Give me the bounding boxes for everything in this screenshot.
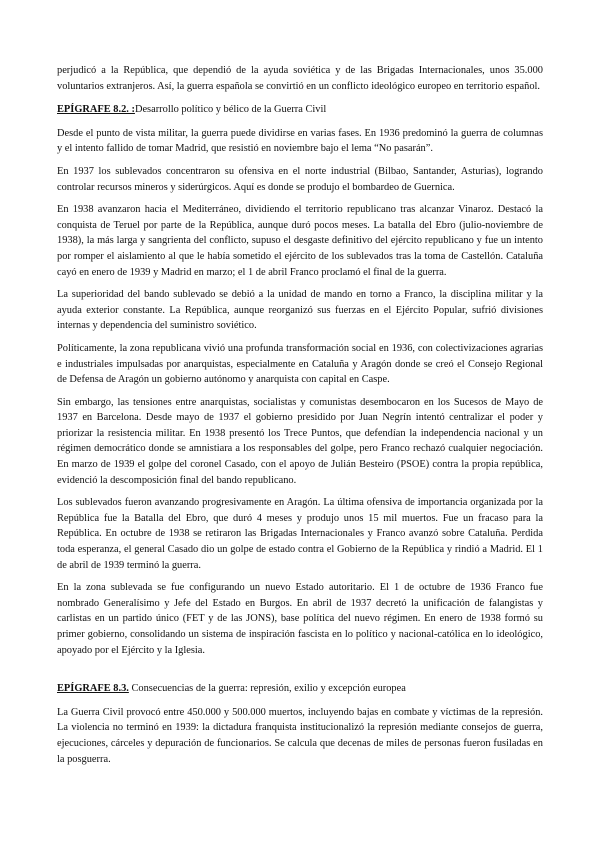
paragraph: En la zona sublevada se fue configurando un nuevo Estado autoritario. El 1 de octubre de 1936 Franco fue nombrado Generalísimo y Jefe del Estado en Burgos. En abril de 1937 decretó la unificación de falangistas y carlistas en un partido único (FET y de las JONS), base política del nuevo régimen. En enero de 1938 formó su primer gobierno, consolidando un sistema de inspiración fascista en lo político y nacional-católica en lo ideológico, apoyado por el Ejército y la Iglesia. — [57, 582, 543, 656]
section-spacer — [57, 665, 543, 681]
paragraph: Desde el punto de vista militar, la guerra puede dividirse en varias fases. En 1936 predominó la guerra de columnas y el intento fallido de tomar Madrid, que resistió en noviembre bajo el lema “No pasarán”. — [57, 127, 543, 155]
section-label: EPÍGRAFE 8.2. : — [57, 104, 135, 116]
section-label: EPÍGRAFE 8.3. — [57, 683, 129, 695]
section-heading-8-2 — [57, 102, 543, 118]
paragraph: En 1937 los sublevados concentraron su ofensiva en el norte industrial (Bilbao, Santander, Asturias), logrando controlar recursos mineros y siderúrgicos. Aquí es donde se produjo el bombardeo de Guernica. — [57, 165, 543, 193]
section-heading-8-3 — [57, 681, 543, 697]
paragraph: La Guerra Civil provocó entre 450.000 y 500.000 muertos, incluyendo bajas en combate y víctimas de la represión. La violencia no terminó en 1939: la dictadura franquista institucionalizó la represión mediante consejos de guerra, ejecuciones, cárceles y depuración de funcionarios. Se calcula que decenas de miles de personas fueron fusiladas en la posguerra. — [57, 706, 543, 765]
paragraph: Sin embargo, las tensiones entre anarquistas, socialistas y comunistas desembocaron en los Sucesos de Mayo de 1937 en Barcelona. Desde mayo de 1937 el gobierno presidido por Juan Negrín intentó centralizar el poder y priorizar la resistencia militar. En 1938 presentó los Trece Puntos, que defendían la independencia nacional y un régimen democrático donde se amnistiara a los responsables del golpe, pero Franco rechazó cualquier negociación. En marzo de 1939 el golpe del coronel Casado, con el apoyo de Julián Besteiro (PSOE) contra la propia república, evidenció la descomposición final del bando republicano. — [57, 396, 543, 486]
paragraph: La superioridad del bando sublevado se debió a la unidad de mando en torno a Franco, la disciplina militar y la ayuda exterior constante. La República, aunque reorganizó sus fuerzas en el Ejército Popular, sufrió divisiones internas y dependencia del suministro soviético. — [57, 289, 543, 332]
section-title: Consecuencias de la guerra: represión, exilio y excepción europea — [131, 683, 406, 695]
paragraph: Los sublevados fueron avanzando progresivamente en Aragón. La última ofensiva de importancia organizada por la República fue la Batalla del Ebro, que duró 4 meses y produjo unos 15 mil muertos. Fue un fracaso para la República. En octubre de 1938 se retiraron las Brigadas Internacionales y Franco avanzó sobre Cataluña. Perdida toda esperanza, el general Casado dio un golpe de estado contra el Gobierno de la República y rindió a Madrid. El 1 de abril de 1939 terminó la guerra. — [57, 497, 543, 571]
intro-paragraph: perjudicó a la República, que dependió de la ayuda soviética y de las Brigadas Internacionales, unos 35.000 voluntarios extranjeros. Así, la guerra española se convirtió en un conflicto ideológico europeo en territorio español. — [57, 65, 543, 92]
paragraph: En 1938 avanzaron hacia el Mediterráneo, dividiendo el territorio republicano tras alcanzar Vinaroz. Destacó la conquista de Teruel por parte de la República, aunque duró pocos meses. La batalla del Ebro (julio-noviembre de 1938), la más larga y sangrienta del conflicto, supuso el desgaste definitivo del ejército republicano y fue un intento por romper el aislamiento al que le había sometido el ejército de los sublevados tras la toma de Castellón. Cataluña cayó en enero de 1939 y Madrid en marzo; el 1 de abril Franco proclamó el final de la guerra. — [57, 204, 543, 278]
paragraph: Políticamente, la zona republicana vivió una profunda transformación social en 1936, con colectivizaciones agrarias e industriales impulsadas por anarquistas, especialmente en Cataluña y Aragón donde se creó el Consejo Regional de Defensa de Aragón un gobierno autónomo y anarquista con capital en Caspe. — [57, 342, 543, 386]
section-title: Desarrollo político y bélico de la Guerra Civil — [134, 104, 327, 116]
